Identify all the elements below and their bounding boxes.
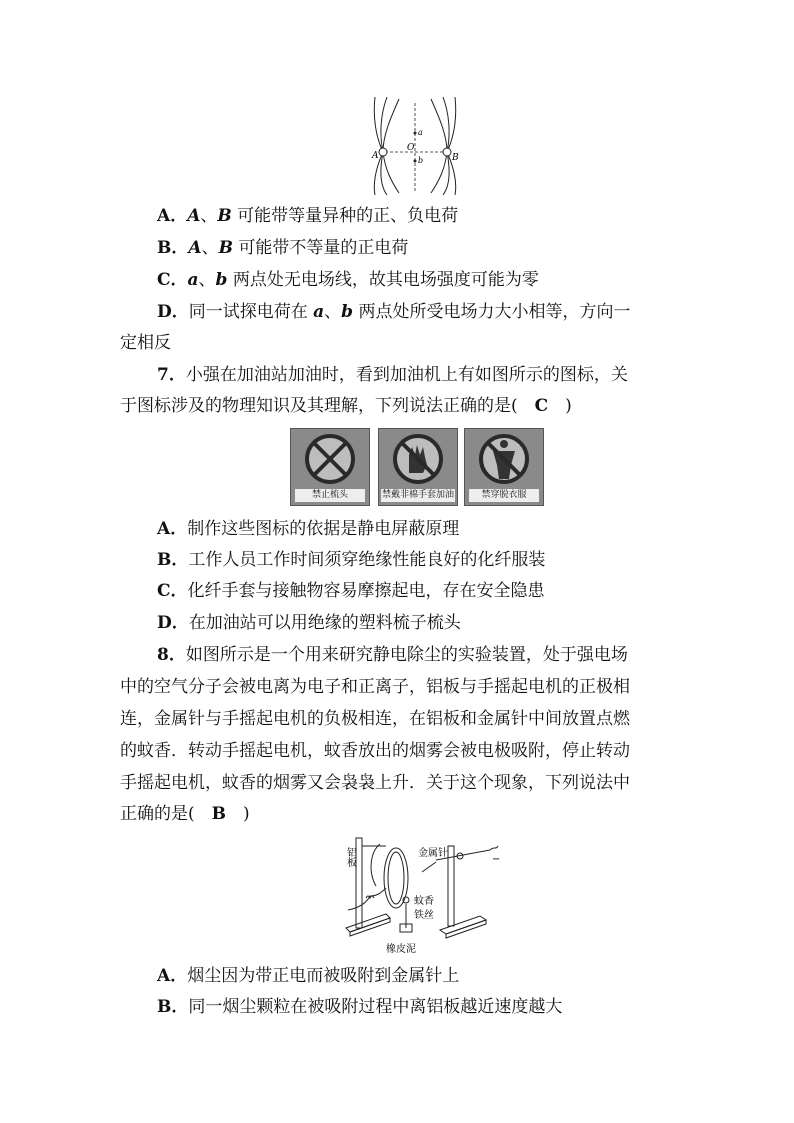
q6-option-b: B．A、B 可能带不等量的正电荷 — [157, 238, 409, 258]
q7-answer: C — [534, 396, 549, 416]
needle-label: 金属针 — [418, 848, 448, 859]
sign-caption-1: 禁止梳头 — [295, 489, 365, 502]
q8-stem-line6: 正确的是( B ) — [120, 804, 250, 824]
no-combing-icon — [291, 429, 369, 489]
q7-stem-line2: 于图标涉及的物理知识及其理解，下列说法正确的是( C ) — [120, 396, 572, 416]
electrostatic-dust-apparatus — [340, 832, 500, 960]
q7-option-d: D．在加油站可以用绝缘的塑料梳子梳头 — [157, 613, 461, 633]
label-O: O — [407, 143, 415, 153]
label-a: a — [418, 128, 423, 137]
q7-option-b: B．工作人员工作时间须穿绝缘性能良好的化纤服装 — [157, 550, 546, 570]
sign-no-combing — [290, 428, 370, 506]
putty-label: 橡皮泥 — [386, 944, 416, 955]
q7-option-a: A．制作这些图标的依据是静电屏蔽原理 — [157, 519, 460, 539]
label-b: b — [418, 156, 424, 165]
q8-option-a: A．烟尘因为带正电而被吸附到金属针上 — [157, 966, 460, 986]
sign-no-undress — [464, 428, 544, 506]
q8-stem-line1: 8．如图所示是一个用来研究静电除尘的实验装置，处于强电场 — [157, 645, 628, 665]
q6-option-c: C．a、b 两点处无电场线，故其电场强度可能为零 — [157, 270, 539, 290]
sign-no-gloves — [378, 428, 458, 506]
q8-option-b: B．同一烟尘颗粒在被吸附过程中离铝板越近速度越大 — [157, 997, 563, 1017]
electric-field-figure — [365, 95, 465, 195]
q8-stem-line2: 中的空气分子会被电离为电子和正离子，铝板与手摇起电机的正极相 — [120, 677, 630, 697]
sign-caption-3: 禁穿脱衣服 — [469, 489, 539, 502]
q8-stem-line3: 连，金属针与手摇起电机的负极相连，在铝板和金属针中间放置点燃 — [120, 709, 630, 729]
q7-stem-line1: 7．小强在加油站加油时，看到加油机上有如图所示的图标，关 — [157, 365, 628, 385]
plate-label: 铝板 — [344, 847, 356, 867]
sign-caption-2: 禁戴非棉手套加油 — [381, 490, 454, 500]
no-undress-icon — [465, 429, 543, 489]
q6-option-d-cont: 定相反 — [120, 333, 171, 353]
coil-label: 蚊香 — [414, 896, 434, 907]
q7-option-c: C．化纤手套与接触物容易摩擦起电，存在安全隐患 — [157, 581, 545, 601]
no-gloves-icon — [379, 429, 457, 489]
q6-option-d: D．同一试探电荷在 a、b 两点处所受电场力大小相等，方向一 — [157, 302, 631, 322]
label-B: B — [452, 153, 459, 163]
q8-stem-line5: 手摇起电机，蚊香的烟雾又会袅袅上升．关于这个现象，下列说法中 — [120, 773, 630, 793]
q8-answer: B — [211, 804, 227, 824]
q6-option-a: A．A、B 可能带等量异种的正、负电荷 — [157, 206, 459, 226]
q8-stem-line4: 的蚊香．转动手摇起电机，蚊香放出的烟雾会被电极吸附，停止转动 — [120, 741, 630, 761]
wire-label: 铁丝 — [414, 910, 434, 921]
minus-label: − — [492, 854, 500, 865]
label-A: A — [372, 151, 379, 161]
